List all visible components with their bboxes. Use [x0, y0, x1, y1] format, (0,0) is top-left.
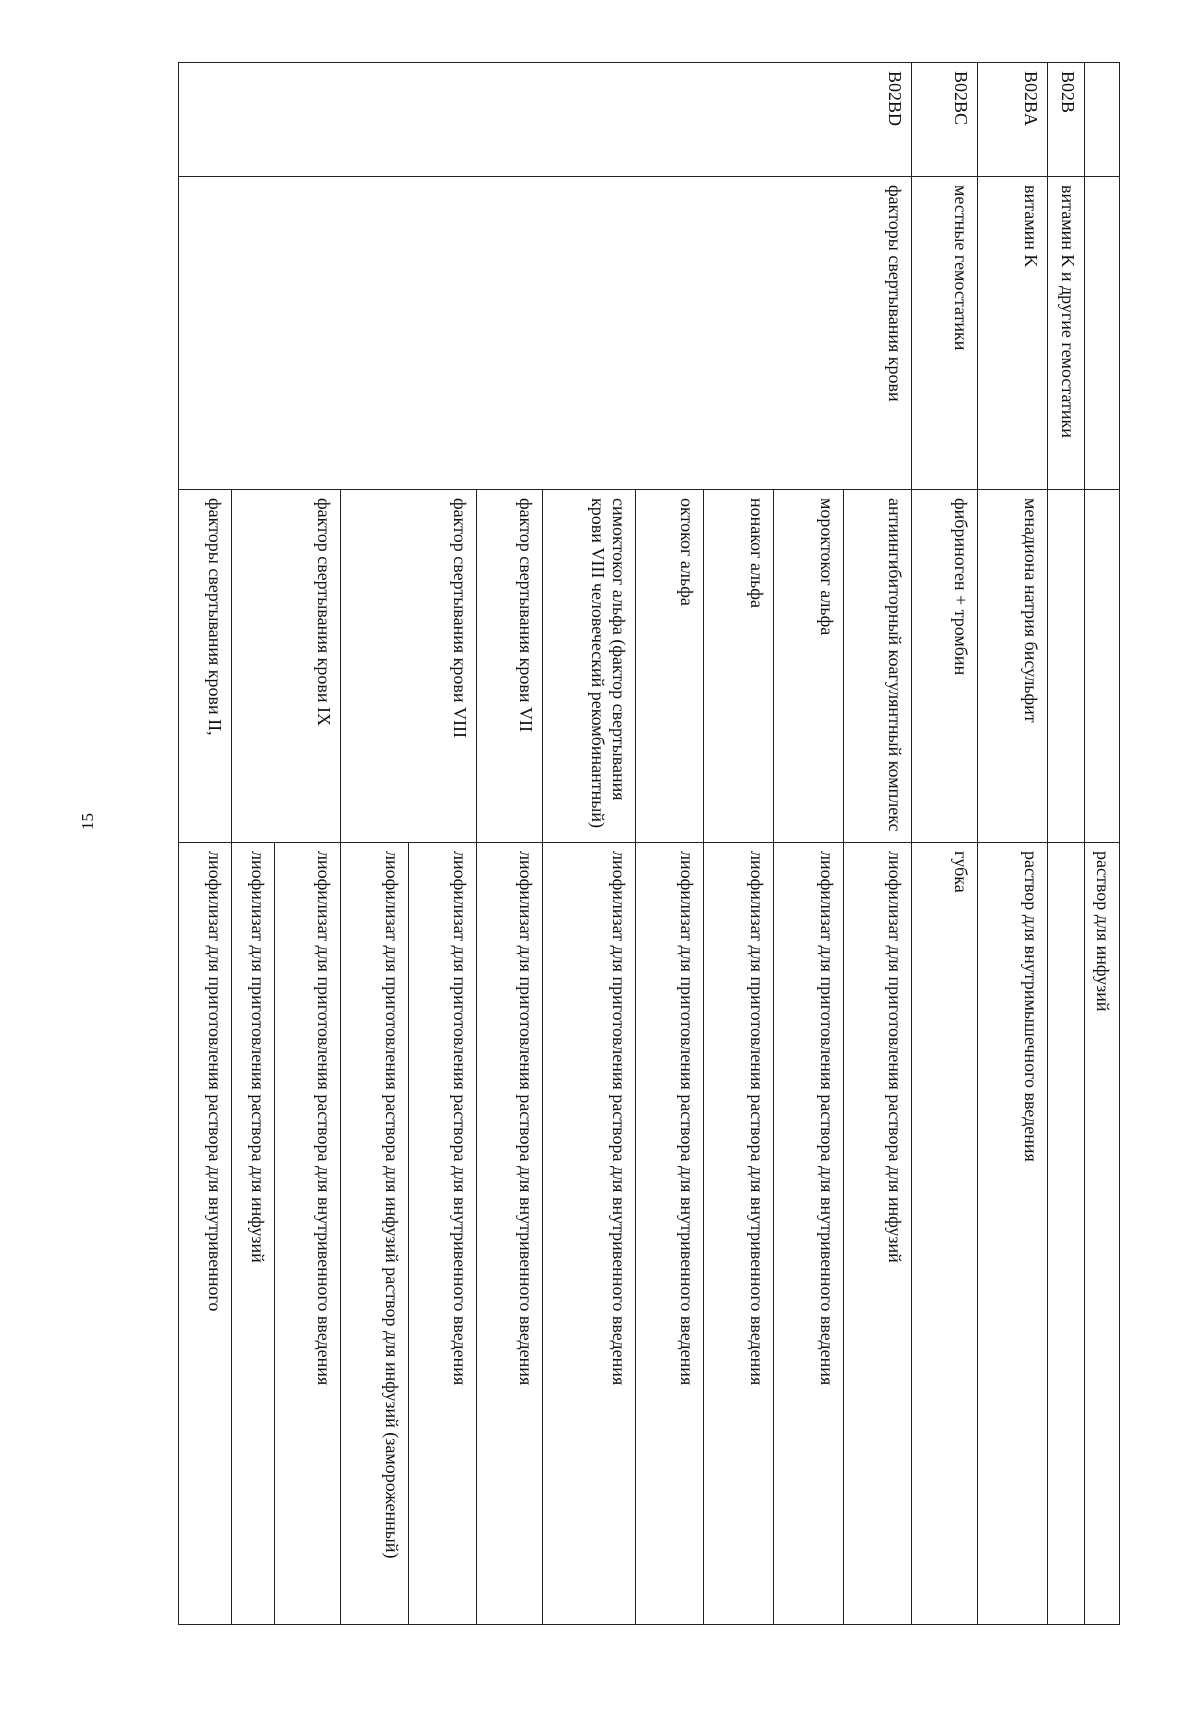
drug-name-cell [1048, 490, 1085, 843]
table-row [1048, 63, 1085, 1625]
group-cell: витамин K и другие гемостатики [1048, 177, 1085, 490]
dosage-form-cell: лиофилизат для приготовления раствора для инфузий [844, 843, 912, 1625]
atc-code-cell: B02BD [179, 63, 912, 177]
dosage-form-cell: раствор для инфузий [1085, 843, 1120, 1625]
table-row [1085, 63, 1120, 1625]
group-cell: факторы свертывания крови [179, 177, 912, 490]
dosage-form-cell: раствор для внутримышечного введения [978, 843, 1048, 1625]
group-cell [1085, 177, 1120, 490]
drug-name-cell: фибриноген + тромбин [912, 490, 978, 843]
dosage-form-cell: лиофилизат для приготовления раствора для инфузий раствор для инфузий (замороженный) [341, 843, 409, 1625]
drug-name-cell: фактор свертывания крови IX [232, 490, 341, 843]
dosage-form-cell: лиофилизат для приготовления раствора для инфузий [232, 843, 275, 1625]
dosage-form-cell: лиофилизат для приготовления раствора для внутривенного введения [543, 843, 636, 1625]
dosage-form-cell: лиофилизат для приготовления раствора для внутривенного введения [477, 843, 543, 1625]
drug-name-cell: мороктоког альфа [774, 490, 844, 843]
drug-name-cell: фактор свертывания крови VII [477, 490, 543, 843]
table-row [912, 63, 978, 1625]
drug-name-cell: факторы свертывания крови II, [179, 490, 232, 843]
drug-name-cell: фактор свертывания крови VIII [341, 490, 477, 843]
atc-code-cell [1085, 63, 1120, 177]
drug-name-cell: октоког альфа [636, 490, 704, 843]
table-row [844, 63, 912, 1625]
atc-code-cell: B02B [1048, 63, 1085, 177]
dosage-form-cell [1048, 843, 1085, 1625]
drug-name-cell: симоктоког альфа (фактор свертывания крови VIII человеческий рекомбинантный) [543, 490, 636, 843]
drug-table [178, 62, 1120, 1625]
atc-code-cell: B02BA [978, 63, 1048, 177]
group-cell: витамин K [978, 177, 1048, 490]
drug-name-cell: антиингибиторный коагулянтный комплекс [844, 490, 912, 843]
dosage-form-cell: лиофилизат для приготовления раствора для внутривенного введения [409, 843, 477, 1625]
dosage-form-cell: лиофилизат для приготовления раствора для внутривенного [179, 843, 232, 1625]
atc-code-cell: B02BC [912, 63, 978, 177]
dosage-form-cell: губка [912, 843, 978, 1625]
dosage-form-cell: лиофилизат для приготовления раствора для внутривенного введения [774, 843, 844, 1625]
dosage-form-cell: лиофилизат для приготовления раствора для внутривенного введения [636, 843, 704, 1625]
dosage-form-cell: лиофилизат для приготовления раствора для внутривенного введения [704, 843, 774, 1625]
rotated-page-content [172, 62, 1120, 1624]
dosage-form-cell: лиофилизат для приготовления раствора для внутривенного введения [275, 843, 341, 1625]
drug-name-cell: нонаког альфа [704, 490, 774, 843]
drug-name-cell [1085, 490, 1120, 843]
table-row [978, 63, 1048, 1625]
page-number: 15 [78, 813, 97, 830]
group-cell: местные гемостатики [912, 177, 978, 490]
drug-name-cell: менадиона натрия бисульфит [978, 490, 1048, 843]
